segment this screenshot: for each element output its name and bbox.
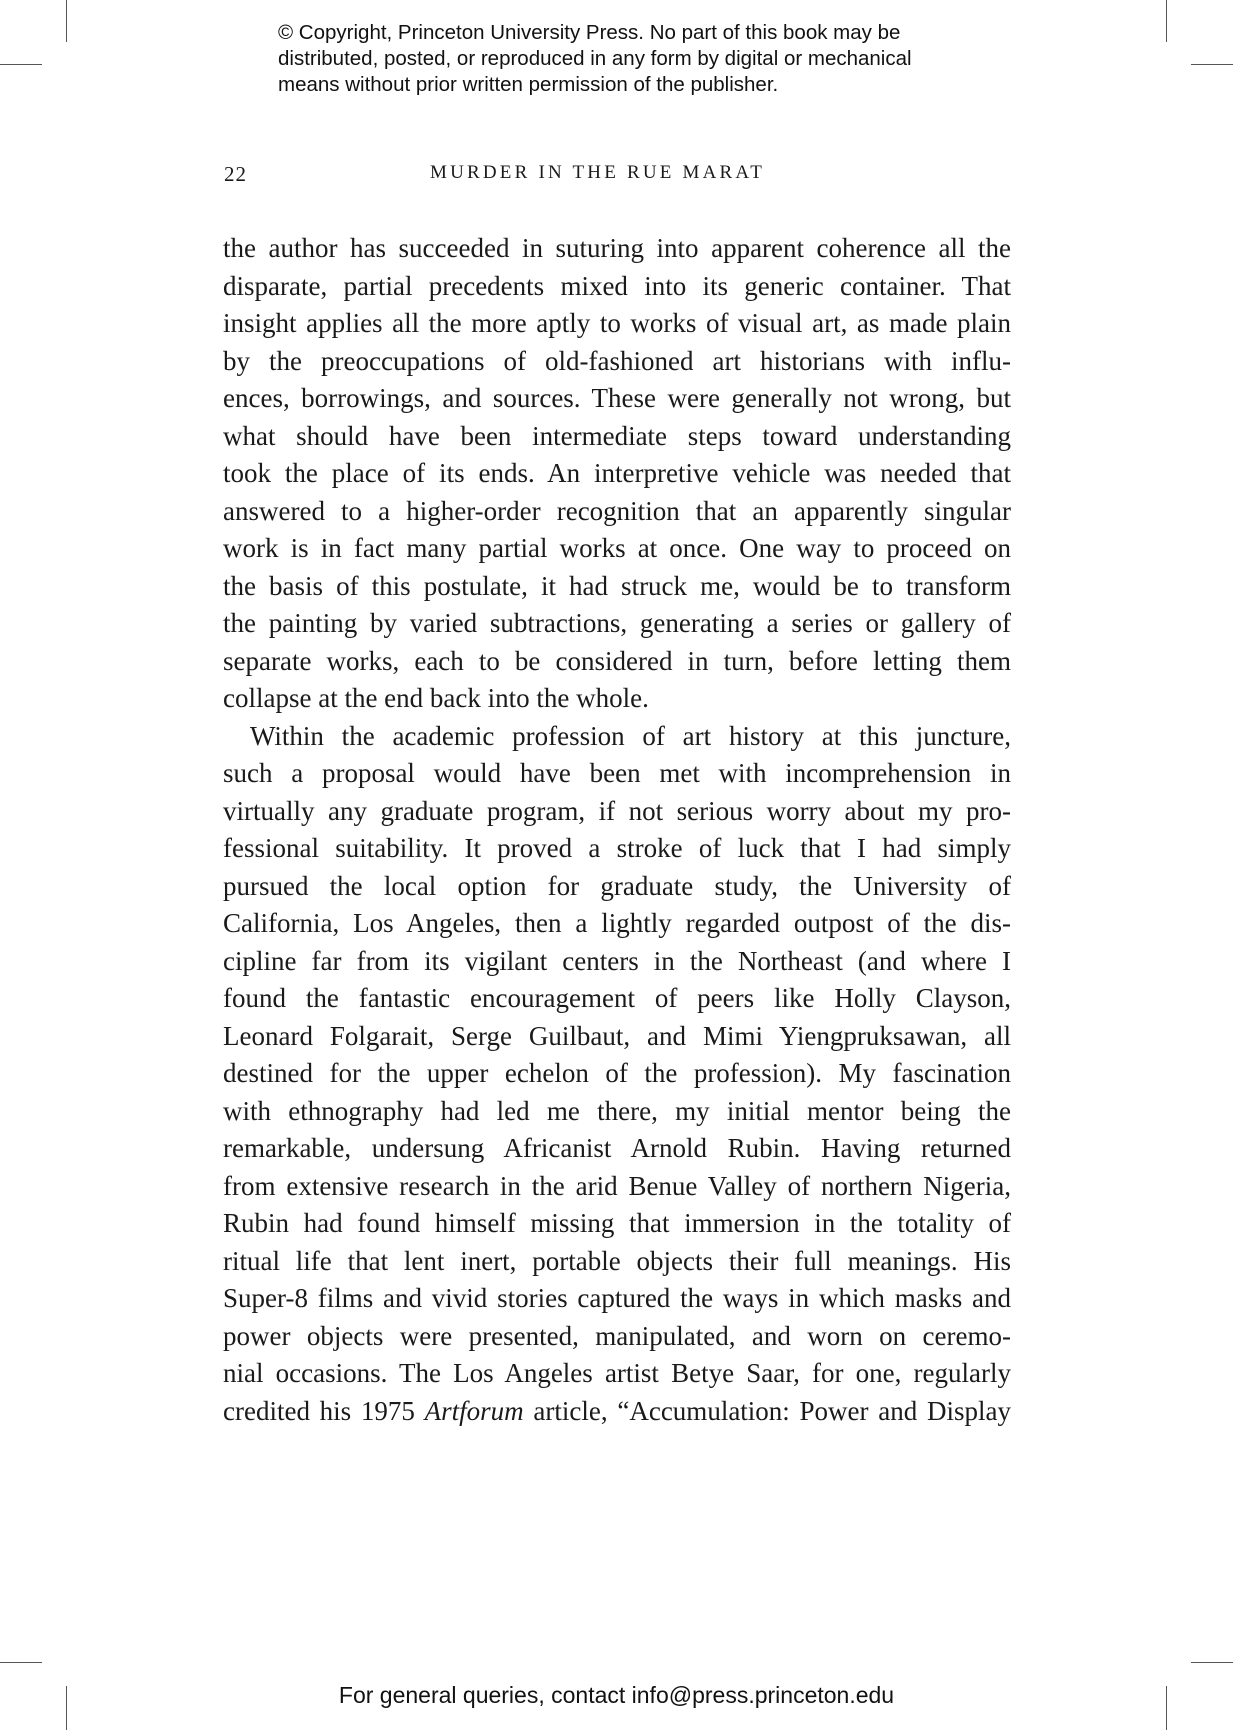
crop-mark [1191,64,1233,65]
text-line: collapse at the end back into the whole. [223,683,649,713]
text-line: virtually any graduate program, if not serious worry about my pro- [223,795,1011,826]
text-line: from extensive research in the arid Benue Valley of northern Nigeria, [223,1170,1011,1201]
crop-mark [0,64,42,65]
crop-mark [1166,0,1167,42]
text-line: remarkable, undersung Africanist Arnold Rubin. Having returned [223,1133,1011,1163]
text-line: such a proposal would have been met with incomprehension in [223,758,1011,788]
text-span: credited his 1975 [223,1395,425,1426]
text-line: cipline far from its vigilant centers in the Northeast (and where I [223,945,1011,976]
text-line: the author has succeeded in suturing into apparent coherence all the [223,233,1011,263]
text-line: ences, borrowings, and sources. These were generally not wrong, but [223,383,1011,413]
italic-title: Artforum [424,1395,524,1426]
text-line: the basis of this postulate, it had struck me, would be to transform [223,570,1011,601]
text-line: fessional suitability. It proved a stroke of luck that I had simply [223,833,1011,863]
text-line [223,1393,1011,1431]
copyright-line: © Copyright, Princeton University Press. No part of this book may be [278,21,901,44]
text-line: answered to a higher-order recognition that an apparently singular [223,495,1011,526]
copyright-line: distributed, posted, or reproduced in any form by digital or mechanical [278,47,912,70]
crop-mark [1191,1662,1233,1663]
text-line: Super-8 films and vivid stories captured the ways in which masks and [223,1283,1011,1313]
text-line: work is in fact many partial works at once. One way to proceed on [223,533,1011,563]
body-text [223,230,1011,1430]
text-span: article, “Accumulation: Power and Display [523,1395,1011,1426]
text-line: the painting by varied subtractions, generating a series or gallery of [223,608,1011,638]
text-line: California, Los Angeles, then a lightly regarded outpost of the dis- [223,908,1011,938]
text-line: by the preoccupations of old-fashioned art historians with influ- [223,345,1011,376]
text-line: separate works, each to be considered in turn, before letting them [223,645,1011,676]
running-head: MURDER IN THE RUE MARAT [430,162,766,183]
page-number: 22 [224,162,247,186]
footer-contact: For general queries, contact info@press.princeton.edu [338,1682,895,1708]
text-line: what should have been intermediate steps toward understanding [223,420,1011,451]
text-line: power objects were presented, manipulated, and worn on ceremo- [223,1320,1011,1351]
text-line: found the fantastic encouragement of peers like Holly Clayson, [223,983,1011,1013]
text-line: destined for the upper echelon of the profession). My fascination [223,1058,1011,1088]
text-line: Leonard Folgarait, Serge Guilbaut, and Mimi Yiengpruksawan, all [223,1020,1011,1051]
copyright-line: means without prior written permission of the publisher. [278,73,779,96]
text-line: ritual life that lent inert, portable objects their full meanings. His [223,1245,1011,1276]
text-line: Within the academic profession of art history at this juncture, [250,720,1011,751]
text-line: Rubin had found himself missing that immersion in the totality of [223,1208,1011,1238]
text-line: insight applies all the more aptly to works of visual art, as made plain [223,308,1011,338]
crop-mark [0,1662,42,1663]
text-line: pursued the local option for graduate study, the University of [223,870,1011,901]
text-line: nial occasions. The Los Angeles artist Betye Saar, for one, regularly [223,1358,1011,1388]
copyright-notice [278,20,912,98]
crop-mark [66,0,67,42]
text-line: disparate, partial precedents mixed into its generic container. That [223,270,1011,301]
text-line: took the place of its ends. An interpretive vehicle was needed that [223,458,1011,488]
text-line: with ethnography had led me there, my initial mentor being the [223,1095,1011,1126]
